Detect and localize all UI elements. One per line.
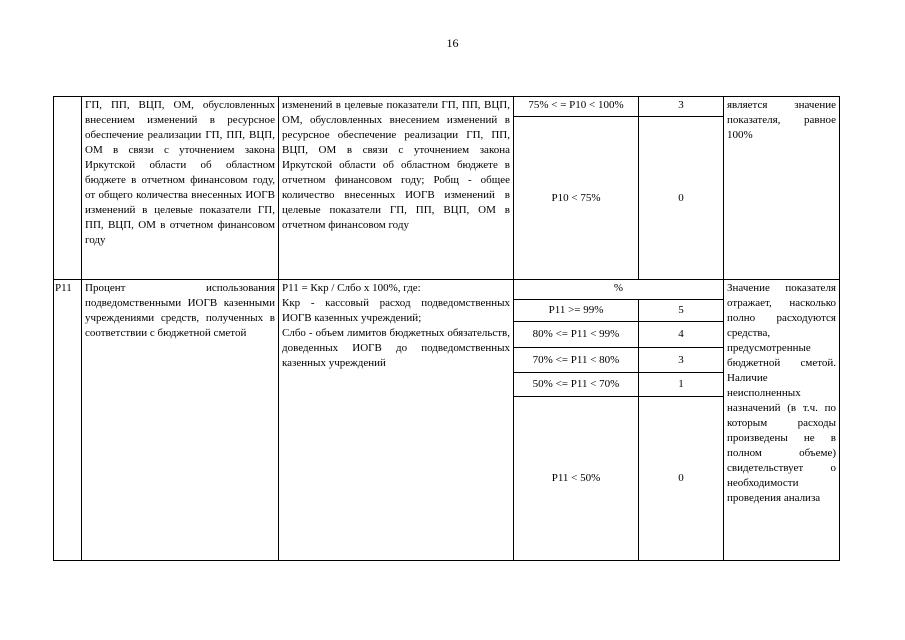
condition-cell: 50% <= P11 < 70%: [514, 373, 639, 397]
comment-cell: Значение показателя отражает, насколько полно расходуются средства, предусмотренные бюджетной сметой. Наличие неисполненных назначений (в т.ч. по которым расходы произведены не в полном объеме) свидетельствует о необходимости проведения анализа: [724, 280, 840, 561]
condition-cell: 75% < = P10 < 100%: [514, 97, 639, 117]
score-cell: 4: [639, 322, 724, 348]
page-number: 16: [446, 36, 459, 50]
score-cell: 0: [639, 117, 724, 280]
indicator-name-cell: ГП, ПП, ВЦП, ОМ, обусловленных внесением изменений в ресурсное обеспечение реализации ГП, ПП, ВЦП, ОМ в связи с уточнением закона Иркутской области об областном бюджете в отчетном финансовом году, от общего количества внесенных ИОГВ изменений в целевые показатели ГП, ПП, ВЦП, ОМ в отчетном финансовом году: [82, 97, 279, 280]
score-cell: 3: [639, 97, 724, 117]
indicators-table: [53, 96, 840, 561]
comment-cell: является значение показателя, равное 100%: [724, 97, 840, 280]
table-row: [54, 97, 840, 117]
indicator-name-cell: Процент использования подведомственными ИОГВ казенными учреждениями средств, полученных в соответствии с бюджетной сметой: [82, 280, 279, 561]
indicator-code-cell: [54, 97, 82, 280]
formula-cell: изменений в целевые показатели ГП, ПП, ВЦП, ОМ, обусловленных внесением изменений в ресурсное обеспечение реализации ГП, ПП, ВЦП, ОМ в связи с уточнением закона Иркутской области об областном бюджете в отчетном финансовом году; Робщ - общее количество внесенных ИОГВ изменений в целевые показатели ГП, ПП, ВЦП, ОМ в отчетном финансовом году: [279, 97, 514, 280]
table-row: [54, 280, 840, 300]
score-cell: 1: [639, 373, 724, 397]
condition-cell: P11 < 50%: [514, 397, 639, 561]
score-cell: 5: [639, 300, 724, 322]
condition-cell: P10 < 75%: [514, 117, 639, 280]
formula-line: Ккр - кассовый расход подведомственных ИОГВ казенных учреждений;: [282, 297, 510, 324]
indicator-code-cell: P11: [54, 280, 82, 561]
formula-cell: [279, 280, 514, 561]
condition-cell: P11 >= 99%: [514, 300, 639, 322]
formula-line: Слбо - объем лимитов бюджетных обязательств, доведенных ИОГВ до подведомственных казенных учреждений: [282, 327, 510, 369]
condition-cell: 70% <= P11 < 80%: [514, 348, 639, 373]
score-cell: 3: [639, 348, 724, 373]
score-cell: 0: [639, 397, 724, 561]
unit-cell: %: [514, 280, 724, 300]
formula-line: P11 = Ккр / Слбо x 100%, где:: [282, 282, 421, 294]
condition-cell: 80% <= P11 < 99%: [514, 322, 639, 348]
